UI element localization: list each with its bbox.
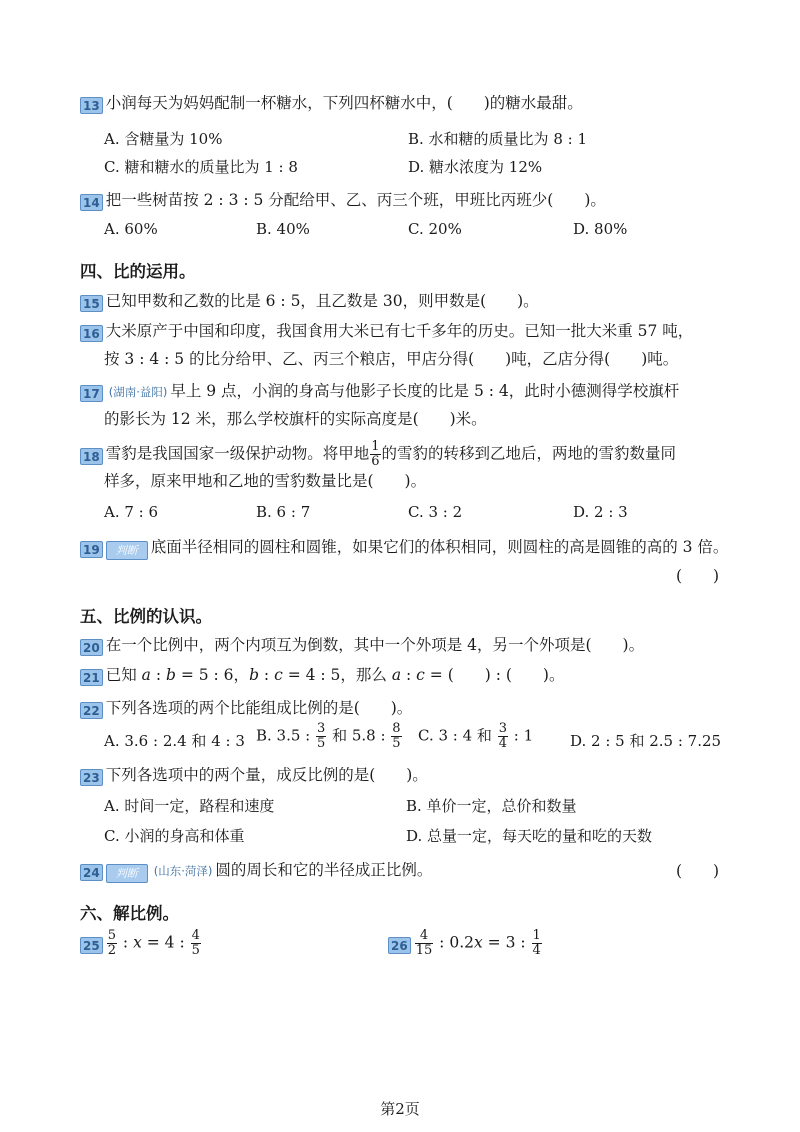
option-a: A. 60% [104,220,158,238]
text-part: = ( ) : ( )。 [424,666,565,684]
text-part: = 5 : 6， [175,666,250,684]
text-part: = 4 : [141,933,190,952]
variable-c: c [274,666,283,684]
fraction [415,929,434,958]
question-17 [80,380,679,402]
section-heading-6: 六、解比例。 [80,904,179,923]
question-number: 22 [80,702,103,719]
option-a: A. 时间一定，路程和速度 [104,797,275,815]
colon: : [150,666,166,684]
variable-a: a [391,666,402,684]
question-number: 24 [80,864,103,881]
text-part: : 0.2 [434,933,474,952]
question-number: 17 [80,385,103,402]
fraction [191,929,201,958]
fraction [370,440,380,469]
question-18-line2: 样多，原来甲地和乙地的雪豹数量比是( )。 [104,472,427,490]
text-part: 和 5.8 : [327,726,391,745]
answer-bracket[interactable]: ( ) [676,567,720,585]
question-number: 23 [80,769,103,786]
question-text-line1: 大米原产于中国和印度，我国食用大米已有七千多年的历史。已知一批大米重 57 吨， [105,322,694,340]
text-part: C. 3 : 4 和 [418,726,497,745]
question-number: 25 [80,937,103,954]
denominator: 5 [392,736,401,751]
question-number: 14 [80,194,103,211]
denominator: 2 [107,943,116,958]
question-number: 19 [80,541,103,558]
question-number: 15 [80,295,103,312]
colon: : [401,666,417,684]
question-25 [80,929,202,958]
variable-c: c [416,666,425,684]
fraction [532,929,542,958]
fraction [107,929,117,958]
variable-x: x [133,933,142,952]
text-part: : [117,933,134,952]
question-number: 26 [388,937,411,954]
denominator: 15 [415,943,433,958]
source-tag: (山东·菏泽) [153,864,213,878]
denominator: 4 [532,943,541,958]
question-16-line2: 按 3 : 4 : 5 的比分给甲、乙、丙三个粮店，甲店分得( )吨，乙店分得( )吨。 [104,350,679,368]
option-a: A. 含糖量为 10% [104,130,223,148]
question-14 [80,189,606,211]
numerator: 4 [415,929,434,944]
judge-tag: 判断 [106,541,148,560]
text-part: = 4 : 5，那么 [282,666,392,684]
variable-b: b [165,666,176,684]
denominator: 6 [371,454,380,469]
option-c [418,722,533,751]
question-19 [80,536,728,560]
colon: : [259,666,275,684]
option-b [256,722,403,751]
option-d: D. 糖水浓度为 12% [408,158,543,176]
section-heading-5: 五、比例的认识。 [80,607,212,626]
option-b: B. 40% [256,220,310,238]
denominator: 4 [498,736,507,751]
numerator: 5 [107,928,116,943]
variable-x: x [473,933,483,952]
question-text-part2: 的雪豹的转移到乙地后，两地的雪豹数量同 [381,444,677,463]
question-23 [80,764,428,786]
text-part: = 3 : [482,933,531,952]
question-text-line1: 早上 9 点，小润的身高与他影子长度的比是 5 : 4，此时小德测得学校旗杆 [170,382,680,400]
option-a: A. 7 : 6 [104,503,159,521]
fraction [498,722,508,751]
option-d: D. 2 : 5 和 2.5 : 7.25 [570,732,722,750]
question-26 [388,929,543,958]
text-part: 已知 [105,666,142,684]
question-number: 13 [80,97,103,114]
option-c: C. 小润的身高和体重 [104,827,245,845]
option-b: B. 单价一定，总价和数量 [406,797,577,815]
question-20 [80,634,644,656]
numerator: 8 [392,721,401,736]
question-15 [80,290,539,312]
option-c: C. 糖和糖水的质量比为 1 : 8 [104,158,298,176]
question-text-part1: 雪豹是我国国家一级保护动物。将甲地 [105,444,370,463]
question-16 [80,320,693,342]
option-d: D. 总量一定，每天吃的量和吃的天数 [406,827,653,845]
variable-a: a [141,666,151,684]
option-c: C. 3 : 2 [408,503,463,521]
question-24 [80,859,432,883]
question-text: 已知甲数和乙数的比是 6 : 5，且乙数是 30，则甲数是( )。 [105,292,539,310]
question-number: 18 [80,448,103,465]
option-d: D. 80% [573,220,628,238]
numerator: 1 [532,928,541,943]
numerator: 1 [371,439,380,454]
option-b: B. 6 : 7 [256,503,311,521]
question-text: 小润每天为妈妈配制一杯糖水，下列四杯糖水中，( )的糖水最甜。 [105,94,583,112]
question-text: 下列各选项的两个比能组成比例的是( )。 [105,699,413,717]
section-heading-4: 四、比的运用。 [80,262,196,281]
question-text: 把一些树苗按 2 : 3 : 5 分配给甲、乙、丙三个班，甲班比丙班少( )。 [105,191,606,209]
question-18 [80,440,676,469]
question-number: 16 [80,325,103,342]
source-tag: (湖南·益阳) [108,385,168,399]
denominator: 5 [317,736,326,751]
question-21 [80,664,564,686]
fraction [391,722,401,751]
denominator: 5 [191,943,200,958]
question-17-line2: 的影长为 12 米，那么学校旗杆的实际高度是( )米。 [104,410,487,428]
question-text: 圆的周长和它的半径成正比例。 [215,861,433,879]
fraction [316,722,326,751]
answer-bracket[interactable]: ( ) [676,862,720,880]
numerator: 3 [317,721,326,736]
option-a: A. 3.6 : 2.4 和 4 : 3 [104,732,245,750]
text-part: B. 3.5 : [256,726,316,745]
numerator: 4 [191,928,200,943]
page-number: 第2页 [380,1100,420,1118]
option-b: B. 水和糖的质量比为 8 : 1 [408,130,588,148]
question-text: 底面半径相同的圆柱和圆锥，如果它们的体积相同，则圆柱的高是圆锥的高的 3 倍。 [150,538,729,556]
question-13 [80,92,583,114]
question-number: 20 [80,639,103,656]
question-text: 下列各选项中的两个量，成反比例的是( )。 [105,766,428,784]
question-22 [80,697,412,719]
question-number: 21 [80,669,103,686]
option-d: D. 2 : 3 [573,503,628,521]
text-part: : 1 [508,726,534,745]
variable-b: b [249,666,259,684]
option-c: C. 20% [408,220,462,238]
question-text: 在一个比例中，两个内项互为倒数，其中一个外项是 4，另一个外项是( )。 [105,636,645,654]
numerator: 3 [498,721,507,736]
judge-tag: 判断 [106,864,148,883]
